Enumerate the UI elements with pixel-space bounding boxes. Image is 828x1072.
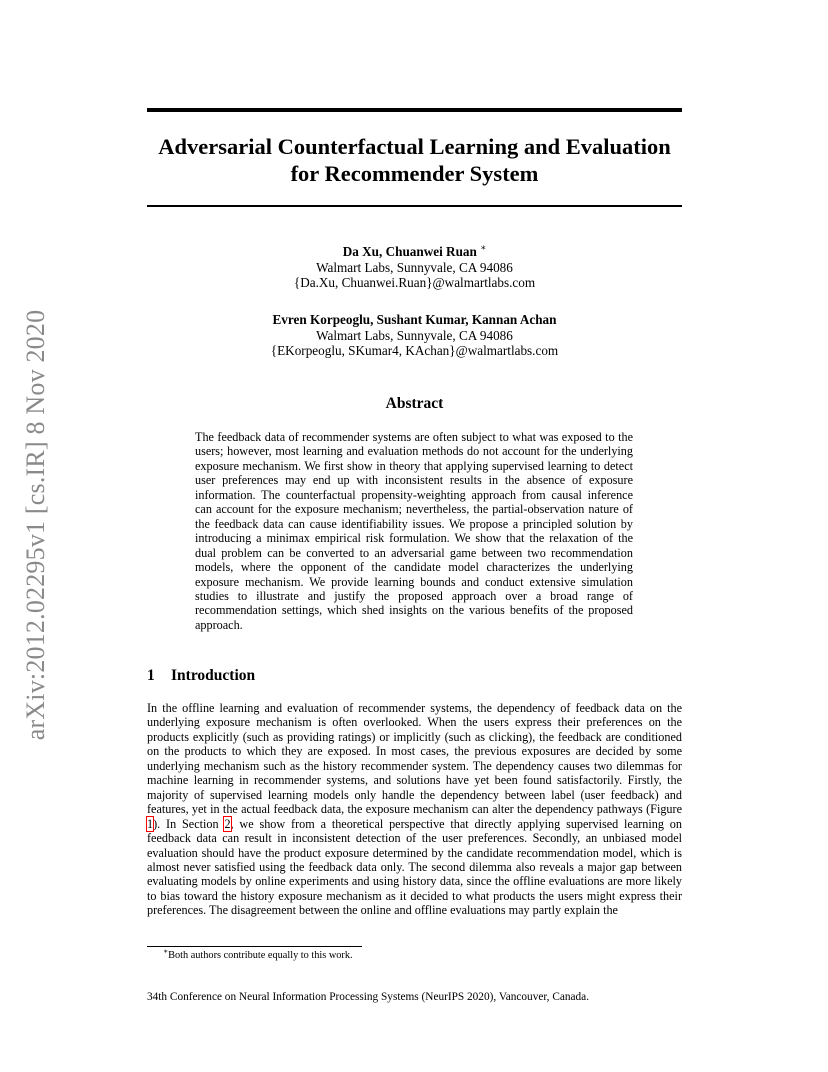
author-affiliation: Walmart Labs, Sunnyvale, CA 94086 — [316, 259, 513, 275]
author-names: Da Xu, Chuanwei Ruan — [342, 244, 477, 259]
abstract-heading: Abstract — [385, 395, 444, 412]
footnote-text: Both authors contribute equally to this work. — [168, 950, 353, 961]
figure-reference-link[interactable]: 1 — [147, 816, 154, 831]
title-bottom-rule — [147, 205, 682, 207]
footnote-marker: ∗ — [163, 946, 169, 956]
title-line-2: for Recommender System — [290, 161, 539, 186]
introduction-text — [147, 701, 682, 918]
author-email: {EKorpeoglu, SKumar4, KAchan}@walmartlabs.com — [270, 343, 559, 358]
section-heading-introduction — [147, 667, 255, 685]
author-email: {Da.Xu, Chuanwei.Ruan}@walmartlabs.com — [293, 275, 536, 290]
intro-text-part: ). In Section — [153, 816, 225, 831]
title-line-1: Adversarial Counterfactual Learning and Evaluation — [158, 134, 671, 159]
intro-text-part: In the offline learning and evaluation of recommender systems, the dependency of feedback data on the underlying exposure mechanism is often overlooked. When the users express their preferences on the products explicitly (such as providing ratings) or implicitly (such as clicking), the feedback are conditioned on the products to which they are exposed. In most cases, the previous exposures are decided by some underlying mechanism such as the history recommender system. The dependency causes two dilemmas for machine learning in recommender systems, and solutions have yet been found satisfactorily. Firstly, the majority of supervised learning models only handle the dependency between label (user feedback) and features, yet in the actual feedback data, the exposure mechanism can alter the dependency pathways (Figure — [147, 701, 682, 817]
author-block-1 — [147, 244, 682, 291]
footnote-rule — [147, 946, 362, 947]
author-names: Evren Korpeoglu, Sushant Kumar, Kannan Achan — [272, 312, 557, 327]
section-reference-link[interactable]: 2 — [224, 816, 231, 831]
title-top-rule — [147, 108, 682, 112]
section-title: Introduction — [171, 667, 256, 684]
paper-title — [147, 133, 682, 187]
abstract-text: The feedback data of recommender systems are often subject to what was exposed to the users; however, most learning and evaluation methods do not account for the underlying exposure mechanism. We first show in theory that applying supervised learning to detect user preferences may end up with inconsistent results in the absence of exposure information. The counterfactual propensity-weighting approach from causal inference can account for the exposure mechanism; nevertheless, the partial-observation nature of the feedback data can cause identifiability issues. We propose a principled solution by introducing a minimax empirical risk formulation. We show that the relaxation of the dual problem can be converted to an adversarial game between two recommendation models, where the opponent of the candidate model characterizes the underlying exposure mechanism. We provide learning bounds and conduct extensive simulation studies to illustrate and justify the proposed approach over a broad range of recommendation settings, which shed insights on the various benefits of the proposed approach. — [195, 430, 633, 632]
section-number: 1 — [147, 667, 155, 684]
author-affiliation: Walmart Labs, Sunnyvale, CA 94086 — [316, 327, 513, 343]
intro-text-part: , we show from a theoretical perspective that directly applying supervised learning on feedback data can result in inconsistent detection of the user preferences. Secondly, an unbiased model evaluation should have the product exposure determined by the candidate recommendation model, which is almost never satisfied using the feedback data only. The second dilemma also reveals a major gap between evaluating models by online experiments and using history data, since the offline evaluations are more likely to bias toward the history exposure mechanism as it decided to what products the users might express their preferences. The disagreement between the online and offline evaluations may partly explain the — [147, 816, 682, 918]
footnote — [163, 946, 353, 961]
author-block-2 — [147, 312, 682, 359]
footnote-marker: ∗ — [480, 242, 487, 253]
conference-note: 34th Conference on Neural Information Processing Systems (NeurIPS 2020), Vancouver, Canada. — [147, 991, 590, 1003]
arxiv-identifier: arXiv:2012.02295v1 [cs.IR] 8 Nov 2020 — [21, 309, 50, 741]
